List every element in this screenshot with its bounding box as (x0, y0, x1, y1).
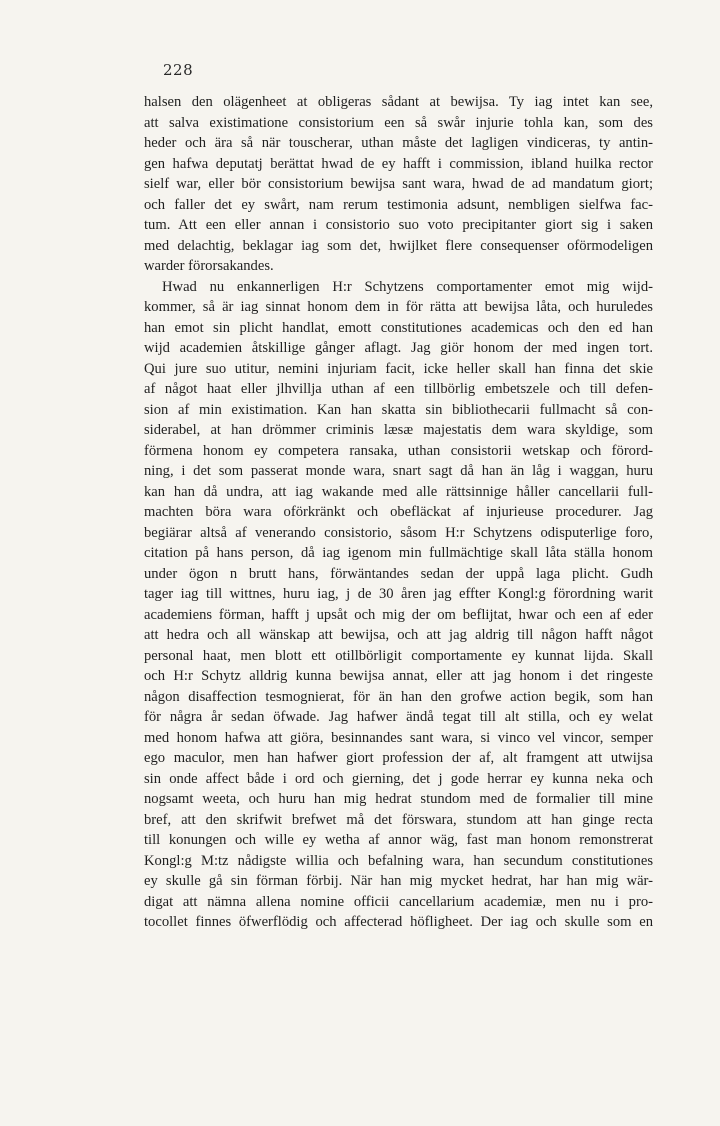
text-line: ning, i det som passerat monde wara, snart sagt då han än låg i waggan, huru (144, 463, 653, 479)
text-line: academiens förman, hafft j upsåt och mig der om beflijtat, hwar och een af eder (144, 606, 653, 623)
text-line: tager iag till wittnes, huru iag, j de 30 åren jag effter Kongl:g förordning warit (144, 586, 653, 602)
text-line: kan han då undra, att iag wakande med alle rättsinnige håller cancellarii full- (144, 483, 653, 500)
text-line: heder och ära så när touscherar, uthan måste det lagligen vindiceras, ty antin- (144, 135, 653, 151)
text-line: sielf war, eller bör consistorium bewijsa sant wara, hwad de ad mandatum giort; (144, 176, 653, 192)
text-line: ego maculor, men han hafwer giort profession der af, alt framgent att utwijsa (144, 750, 653, 766)
text-line: han emot sin plicht handlat, emott constitutiones academicas och den ed han (144, 319, 653, 336)
text-line: ey skulle gå sin förman förbij. När han mig mycket hedrat, har han mig wär- (144, 873, 653, 889)
text-line: att hedra och all wänskap att bewijsa, och att jag aldrig till någon hafft något (144, 627, 653, 643)
body-text (144, 92, 653, 933)
paragraph-1 (144, 92, 653, 277)
text-line: kommer, så är iag sinnat honom dem in för rätta att bewijsa låta, och huruledes (144, 299, 653, 315)
text-line: med delachtig, beklagar iag som det, hwijlket flere consequenser oförmodeligen (144, 237, 653, 254)
text-line: nogsamt weeta, och huru han mig hedrat stundom med de formalier till mine (144, 791, 653, 807)
text-line: siderabel, at han drömmer criminis læsæ majestatis dem wara skyldige, som (144, 422, 653, 438)
text-line: under ögon n brutt hans, förwäntandes sedan der uppå laga plicht. Gudh (144, 565, 653, 582)
text-line: bref, att den skrifwit brefwet må det förswara, stundom att han ginge recta (144, 811, 653, 828)
text-line: att salva existimatione consistorium een så swår injurie tohla kan, som des (144, 114, 653, 131)
paragraph-2 (144, 277, 653, 933)
text-line: Kongl:g M:tz nådigste willia och befalning wara, han secundum constitutiones (144, 852, 653, 869)
text-line: tocollet finnes öfwerflödig och affecterad höfligheet. Der iag och skulle som en (144, 914, 653, 930)
text-line: sin onde affect både i ord och gierning, det j gode herrar ey kunna neka och (144, 770, 653, 787)
text-line: förmena honom ey competera ransaka, uthan consistorii wetskap och förord- (144, 442, 653, 459)
text-line: och faller det ey swårt, nam rerum testimonia adsunt, nembligen sielfwa fac- (144, 196, 653, 213)
text-line: machten böra wara oförkränkt och obefläckat af injurieuse procedurer. Jag (144, 504, 653, 520)
text-line: warder förorsakandes. (144, 258, 274, 274)
text-line: citation på hans person, då iag igenom min fullmächtige skall låta ställa honom (144, 545, 653, 561)
text-line: och H:r Schytz alldrig kunna bewijsa annat, eller att jag honom i det ringeste (144, 668, 653, 684)
text-line: för några år sedan öfwade. Jag hafwer ändå tegat till alt stilla, och ey welat (144, 709, 653, 725)
text-line: halsen den olägenheet at obligeras sådant at bewijsa. Ty iag intet kan see, (144, 94, 653, 110)
text-line: gen hafwa deputatj berättat hwad de ey hafft i commission, ibland huilka rector (144, 155, 653, 172)
text-line: personal haat, men blott ett otillbörligit comportamente ey kunnat lijda. Skall (144, 647, 653, 664)
text-line: wijd academien åtskillige gånger aflagt. Jag giör honom der med ingen tort. (144, 340, 653, 356)
text-line: af något haat eller jlhvillja uthan af een tillbörlig embetszele och till defen- (144, 381, 653, 397)
text-line: begiärar altså af venerando consistorio, såsom H:r Schytzens odisputerlige foro, (144, 524, 653, 541)
page-number: 228 (163, 61, 194, 79)
text-line: sion af min existimation. Kan han skatta sin bibliothecarii fullmacht så con- (144, 401, 653, 418)
text-line: någon disaffection tesmognierat, för än han den grofwe action begik, som han (144, 688, 653, 705)
text-line: Hwad nu enkannerligen H:r Schytzens comportamenter emot mig wijd- (162, 278, 653, 295)
text-line: Qui jure suo utitur, nemini injuriam facit, icke heller skall han finna det skie (144, 360, 653, 377)
text-line: med honom hafwa att giöra, besinnandes sant wara, si vinco vel vincor, semper (144, 729, 653, 746)
text-line: till konungen och wille ey wetha af annor wäg, fast man honom remonstrerat (144, 832, 653, 848)
text-line: tum. Att een eller annan i consistorio suo voto precipitanter giort sig i saken (144, 217, 653, 233)
text-line: digat att nämna allena nomine officii cancellarium academiæ, men nu i pro- (144, 893, 653, 910)
